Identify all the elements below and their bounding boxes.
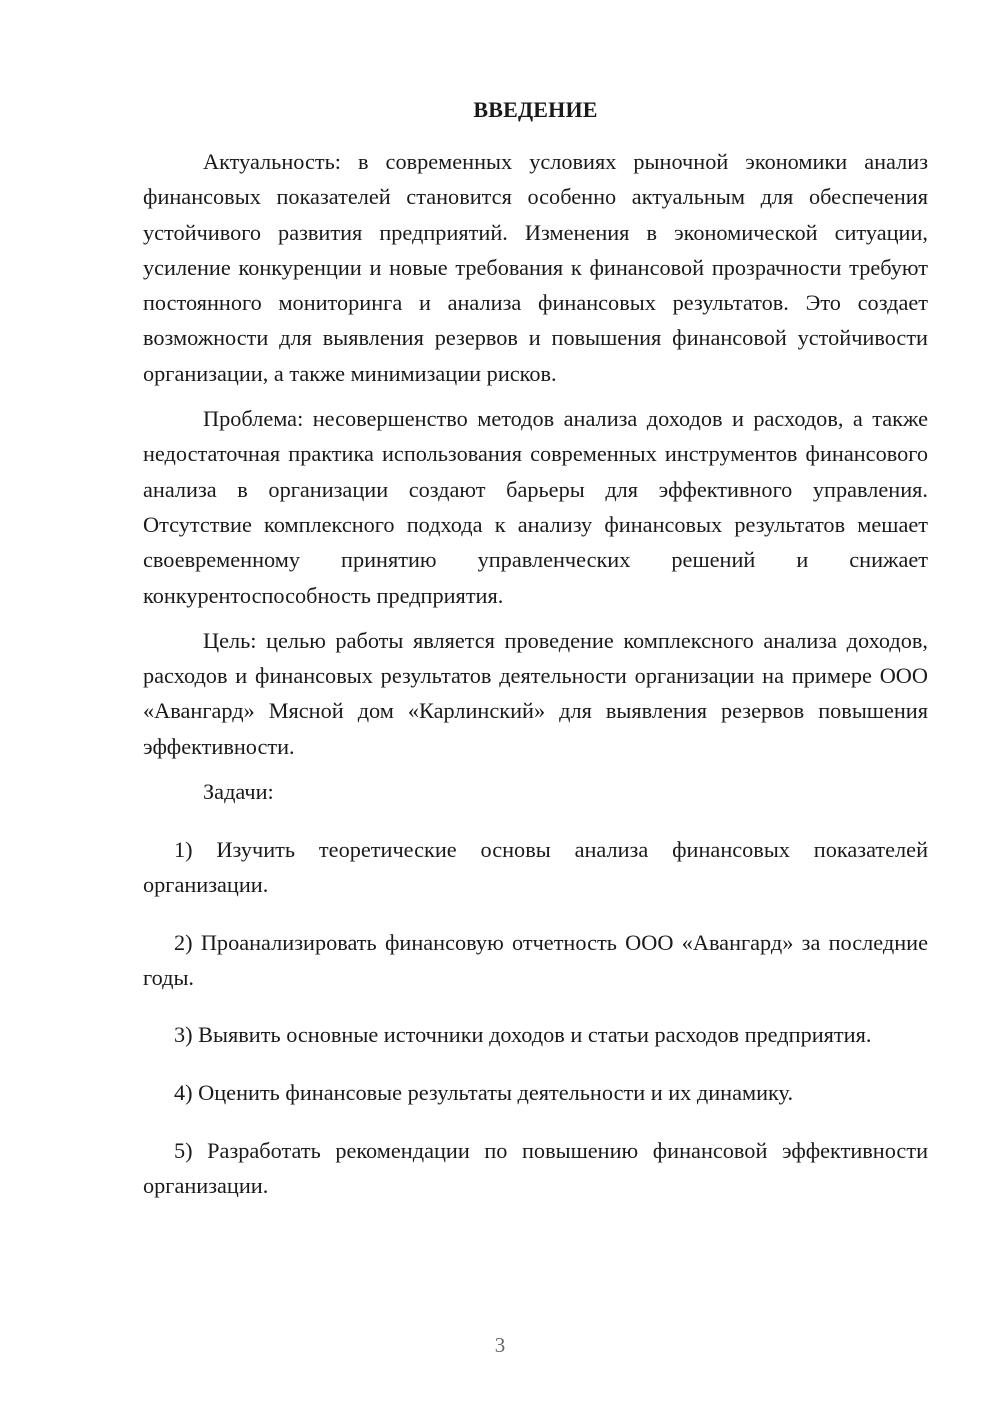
problem-paragraph: Проблема: несовершенство методов анализа доходов и расходов, а также недостаточная практика использования современных инструментов финансового анализа в организации создают барьеры для эффективного управления. Отсутствие комплексного подхода к анализу финансовых результатов мешает своевременному принятию управленческих решений и снижает конкурентоспособность предприятия. [143, 406, 928, 608]
task-item-3: 3) Выявить основные источники доходов и статьи расходов предприятия. [174, 1022, 872, 1048]
goal-paragraph: Цель: целью работы является проведение комплексного анализа доходов, расходов и финансовых результатов деятельности организации на примере ООО «Авангард» Мясной дом «Карлинский» для выявления резервов повышения эффективности. [143, 627, 928, 759]
task-item-5: 5) Разработать рекомендации по повышению финансовой эффективности организации. [143, 1137, 928, 1198]
page-number: 3 [494, 1333, 506, 1357]
task-item-1: 1) Изучить теоретические основы анализа финансовых показателей организации. [143, 836, 928, 897]
tasks-list [143, 832, 928, 1204]
task-item-4: 4) Оценить финансовые результаты деятельности и их динамику. [174, 1080, 794, 1106]
relevance-paragraph: Актуальность: в современных условиях рыночной экономики анализ финансовых показателей становится особенно актуальным для обеспечения устойчивого развития предприятий. Изменения в экономической ситуации, усиление конкуренции и новые требования к финансовой прозрачности требуют постоянного мониторинга и анализа финансовых результатов. Это создает возможности для выявления резервов и повышения финансовой устойчивости организации, а также минимизации рисков. [143, 149, 928, 386]
page-content [143, 94, 928, 1226]
tasks-heading: Задачи: [203, 779, 274, 805]
section-title: ВВЕДЕНИЕ [473, 97, 598, 122]
task-item-2: 2) Проанализировать финансовую отчетность ООО «Авангард» за последние годы. [143, 929, 928, 990]
